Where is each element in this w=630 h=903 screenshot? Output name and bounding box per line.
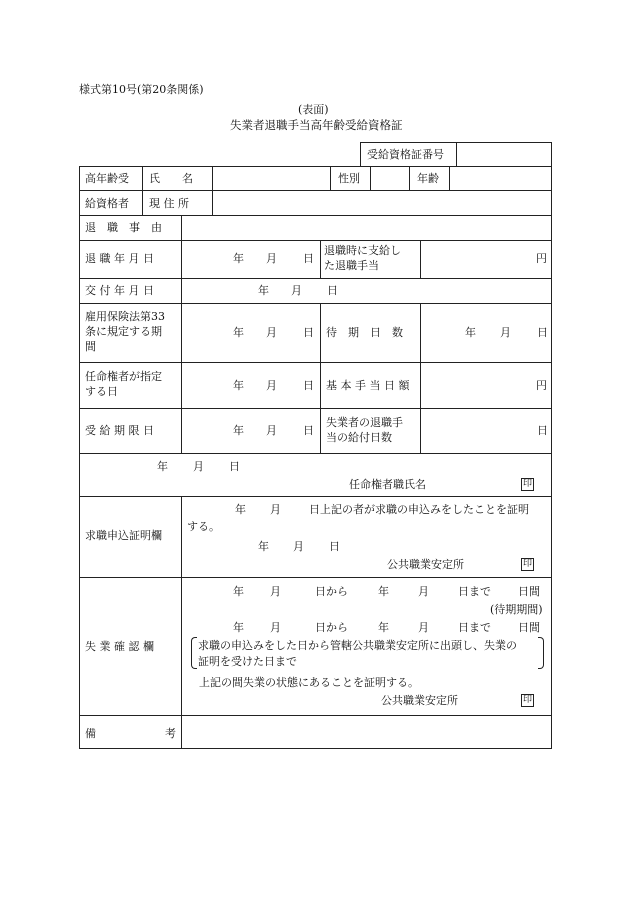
appointer-name-label: 任命権者職氏名 bbox=[349, 478, 426, 491]
issue-month: 月 bbox=[291, 284, 302, 297]
form-number: 様式第10号(第20条関係) bbox=[79, 83, 204, 96]
remarks-field[interactable] bbox=[184, 718, 550, 747]
job-cert-month: 月 bbox=[293, 540, 304, 553]
sign-year: 年 bbox=[157, 460, 168, 473]
job-application-text-2: する。 bbox=[187, 520, 220, 533]
retire-day: 日 bbox=[303, 252, 314, 265]
unemployment-label: 失 業 確 認 欄 bbox=[85, 640, 154, 653]
retire-allowance-label-1: 退職時に支給し bbox=[324, 244, 401, 257]
qualifier-label-1: 高年齢受 bbox=[85, 172, 129, 185]
address-field[interactable] bbox=[214, 193, 550, 213]
gender-field[interactable] bbox=[372, 168, 408, 188]
remarks-label-b: 考 bbox=[165, 727, 176, 740]
appointer-label-2: する日 bbox=[85, 385, 118, 398]
bracket-text-2: 証明を受けた日まで bbox=[198, 655, 297, 668]
address-label: 現 住 所 bbox=[149, 197, 189, 210]
waiting-period-label: (待期期間) bbox=[490, 603, 543, 616]
waiting-year: 年 bbox=[465, 326, 476, 339]
unemp-period-1: 日間 bbox=[518, 585, 540, 598]
bracket-right bbox=[538, 637, 544, 669]
retire-year: 年 bbox=[233, 252, 244, 265]
appointer-label-1: 任命権者が指定 bbox=[85, 370, 162, 383]
waiting-day: 日 bbox=[537, 326, 548, 339]
job-cert-day: 日 bbox=[329, 540, 340, 553]
unemp-month-4: 月 bbox=[418, 621, 429, 634]
reason-field[interactable] bbox=[184, 218, 550, 238]
unemp-year-2: 年 bbox=[378, 585, 389, 598]
insurance-label-2: 条に規定する期 bbox=[85, 325, 162, 338]
retire-date-label: 退 職 年 月 日 bbox=[85, 252, 154, 265]
job-application-label: 求職申込証明欄 bbox=[85, 529, 162, 542]
unemp-year-4: 年 bbox=[378, 621, 389, 634]
gender-label: 性別 bbox=[338, 172, 360, 185]
benefit-days-label-1: 失業者の退職手 bbox=[326, 416, 403, 429]
name-label: 氏 名 bbox=[149, 172, 193, 185]
page-title: 失業者退職手当高年齢受給資格証 bbox=[230, 118, 403, 132]
seal-mark: 印 bbox=[522, 695, 532, 705]
appointer-month: 月 bbox=[266, 379, 277, 392]
unemp-period-2: 日間 bbox=[518, 621, 540, 634]
appointer-day: 日 bbox=[303, 379, 314, 392]
unemployment-certify-text: 上記の間失業の状態にあることを証明する。 bbox=[199, 676, 419, 689]
deadline-year: 年 bbox=[233, 424, 244, 437]
issue-day: 日 bbox=[327, 284, 338, 297]
issue-date-label: 交 付 年 月 日 bbox=[85, 284, 154, 297]
seal-mark: 印 bbox=[522, 559, 532, 569]
unemp-year-3: 年 bbox=[233, 621, 244, 634]
insurance-day: 日 bbox=[303, 326, 314, 339]
deadline-label: 受 給 期 限 日 bbox=[85, 424, 154, 437]
name-field[interactable] bbox=[214, 168, 328, 188]
insurance-label-1: 雇用保険法第33 bbox=[85, 310, 165, 323]
unemp-office-label: 公共職業安定所 bbox=[381, 694, 458, 707]
retire-allowance-label-2: た退職手当 bbox=[324, 259, 379, 272]
unemp-month-2: 月 bbox=[418, 585, 429, 598]
waiting-days-label: 待 期 日 数 bbox=[326, 326, 403, 339]
unemp-from-1: 日から bbox=[315, 585, 348, 598]
benefit-days-unit: 日 bbox=[537, 424, 548, 437]
job-cert-year: 年 bbox=[258, 540, 269, 553]
qualifier-label-2: 給資格者 bbox=[85, 197, 129, 210]
basic-daily-label: 基 本 手 当 日 額 bbox=[326, 379, 410, 392]
remarks-label-a: 備 bbox=[85, 727, 96, 740]
insurance-month: 月 bbox=[266, 326, 277, 339]
deadline-month: 月 bbox=[266, 424, 277, 437]
reason-label: 退 職 事 由 bbox=[85, 221, 162, 234]
unemp-month-1: 月 bbox=[270, 585, 281, 598]
unemp-until-1: 日まで bbox=[458, 585, 491, 598]
deadline-day: 日 bbox=[303, 424, 314, 437]
unemp-from-2: 日から bbox=[315, 621, 348, 634]
benefit-days-label-2: 当の給付日数 bbox=[326, 431, 392, 444]
unemp-month-3: 月 bbox=[270, 621, 281, 634]
job-office-label: 公共職業安定所 bbox=[387, 558, 464, 571]
insurance-label-3: 間 bbox=[85, 340, 96, 353]
retire-allowance-yen: 円 bbox=[536, 252, 547, 265]
waiting-month: 月 bbox=[500, 326, 511, 339]
age-field[interactable] bbox=[451, 168, 550, 188]
seal-mark: 印 bbox=[522, 479, 532, 489]
basic-daily-yen: 円 bbox=[536, 379, 547, 392]
unemp-year-1: 年 bbox=[233, 585, 244, 598]
cert-number-label: 受給資格証番号 bbox=[367, 148, 444, 161]
job-application-text-1: 日上記の者が求職の申込みをしたことを証明 bbox=[309, 503, 529, 516]
retire-month: 月 bbox=[266, 252, 277, 265]
sign-day: 日 bbox=[229, 460, 240, 473]
job-year: 年 bbox=[235, 503, 246, 516]
side-label: (表面) bbox=[298, 103, 329, 116]
age-label: 年齢 bbox=[417, 172, 439, 185]
job-month: 月 bbox=[270, 503, 281, 516]
insurance-year: 年 bbox=[233, 326, 244, 339]
bracket-text-1: 求職の申込みをした日から管轄公共職業安定所に出頭し、失業の bbox=[198, 639, 517, 652]
bracket-left bbox=[191, 637, 197, 669]
appointer-year: 年 bbox=[233, 379, 244, 392]
sign-month: 月 bbox=[193, 460, 204, 473]
issue-year: 年 bbox=[258, 284, 269, 297]
unemp-until-2: 日まで bbox=[458, 621, 491, 634]
